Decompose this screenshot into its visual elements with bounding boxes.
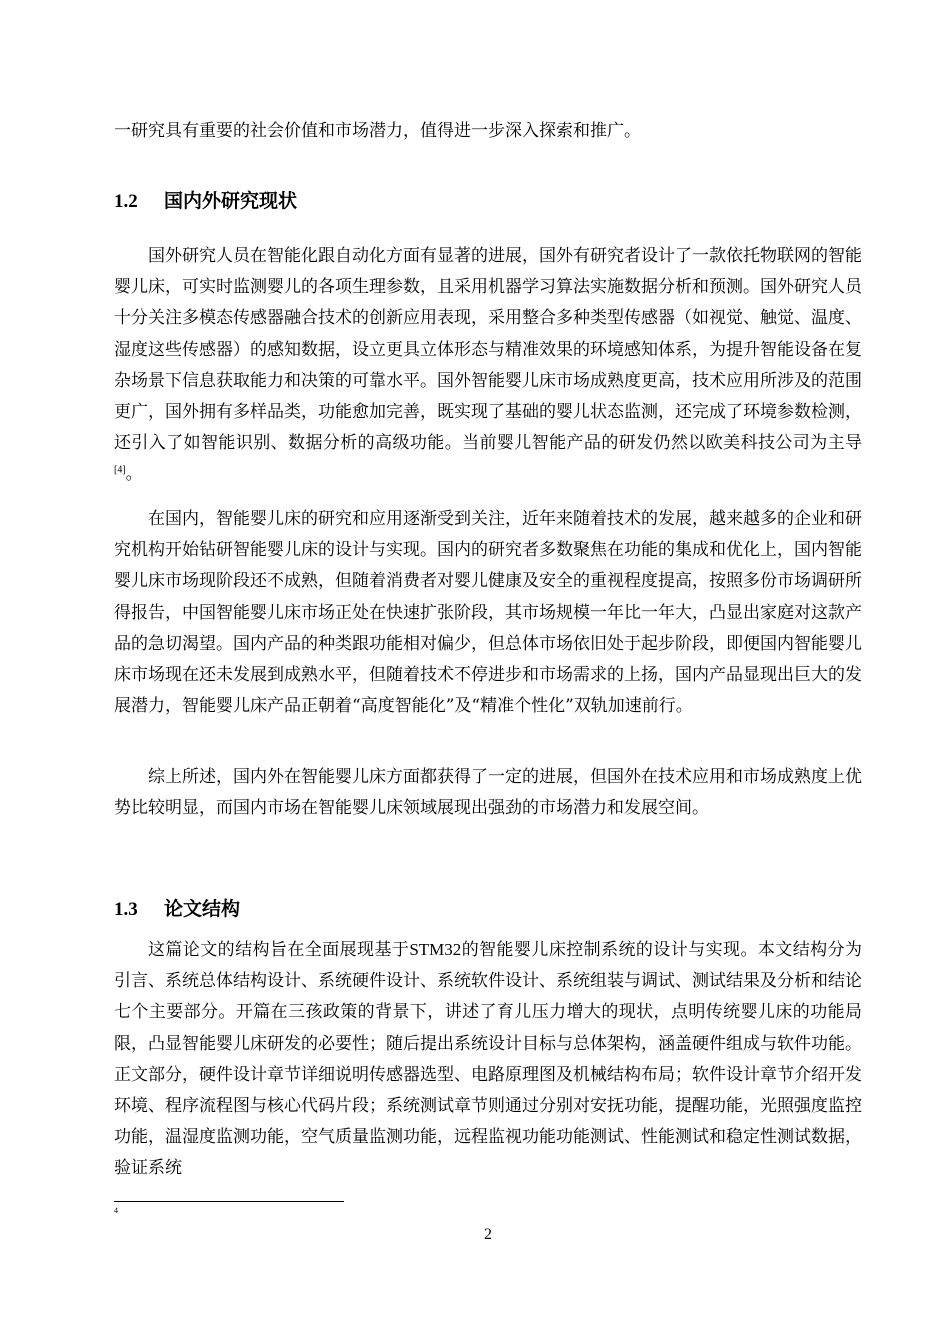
paragraph-text-a: 这篇论文的结构旨在全面展现基于 xyxy=(148,940,410,960)
paragraph-text-b: 的智能婴儿床控制系统的设计与实现。本文结构分为引言、系统总体结构设计、系统硬件设计、系统软件设计、系统组装与调试、测试结果及分析和结论七个主要部分。开篇在三孩政策的背景下，讲述了育儿压力增大的现状，点明传统婴儿床的功能局限，凸显智能婴儿床研发的必要性；随后提出系统设计目标与总体架构，涵盖硬件组成与软件功能。正文部分，硬件设计章节详细说明传感器选型、电路原理图及机械结构布局；软件设计章节介绍开发环境、程序流程图与核心代码片段；系统测试章节则通过分别对安抚功能，提醒功能，光照强度监控功能，温湿度监测功能，空气质量监测功能，远程监视功能功能测试、性能测试和稳定性测试数据，验证系统 xyxy=(114,940,862,1179)
paragraph-text: 国外研究人员在智能化跟自动化方面有显著的进展，国外有研究者设计了一款依托物联网的智能婴儿床，可实时监测婴儿的各项生理参数，且采用机器学习算法实施数据分析和预测。国外研究人员十分关注多模态传感器融合技术的创新应用表现，采用整合多种类型传感器（如视觉、触觉、温度、湿度这些传感器）的感知数据，设立更具立体形态与精准效果的环境感知体系，为提升智能设备在复杂场景下信息获取能力和决策的可靠水平。国外智能婴儿床市场成熟度更高，技术应用所涉及的范围更广，国外拥有多样品类，功能愈加完善，既实现了基础的婴儿状态监测，还完成了环境参数检测，还引入了如智能识别、数据分析的高级功能。当前婴儿智能产品的研发仍然以欧美科技公司为主导 xyxy=(114,246,862,454)
paragraph-thesis-structure xyxy=(114,934,862,1185)
footnote-divider xyxy=(114,1201,344,1202)
paragraph-end: 。 xyxy=(125,464,143,485)
paragraph-domestic-research: 在国内，智能婴儿床的研究和应用逐渐受到关注，近年来随着技术的发展，越来越多的企业和研究机构开始钻研智能婴儿床的设计与实现。国内的研究者多数聚焦在功能的集成和优化上，国内智能婴儿床市场现阶段还不成熟，但随着消费者对婴儿健康及安全的重视程度提高，按照多份市场调研所得报告，中国智能婴儿床市场正处在快速扩张阶段，其市场规模一年比一年大，凸显出家庭对这款产品的急切渴望。国内产品的种类跟功能相对偏少，但总体市场依旧处于起步阶段，即便国内智能婴儿床市场现在还未发展到成熟水平，但随着技术不停进步和市场需求的上扬，国内产品显现出巨大的发展潜力，智能婴儿床产品正朝着“高度智能化”及“精准个性化”双轨加速前行。 xyxy=(114,509,862,717)
section-number: 1.2 xyxy=(114,191,138,212)
section-title: 论文结构 xyxy=(164,898,241,920)
section-heading-1-3 xyxy=(114,895,240,924)
section-heading-1-2 xyxy=(114,187,297,216)
chip-model: STM32 xyxy=(409,940,462,959)
continuation-paragraph: 一研究具有重要的社会价值和市场潜力，值得进一步深入探索和推广。 xyxy=(114,121,641,141)
footnote-mark: 4 xyxy=(114,1206,118,1215)
section-number: 1.3 xyxy=(114,899,138,920)
section-title: 国内外研究现状 xyxy=(164,190,298,212)
paragraph-summary: 综上所述，国内外在智能婴儿床方面都获得了一定的进展，但国外在技术应用和市场成熟度上优势比较明显，而国内市场在智能婴儿床领域展现出强劲的市场潜力和发展空间。 xyxy=(114,767,862,819)
page-number: 2 xyxy=(484,1226,492,1243)
paragraph-foreign-research xyxy=(114,241,862,491)
citation-ref[interactable]: [4] xyxy=(114,464,126,476)
